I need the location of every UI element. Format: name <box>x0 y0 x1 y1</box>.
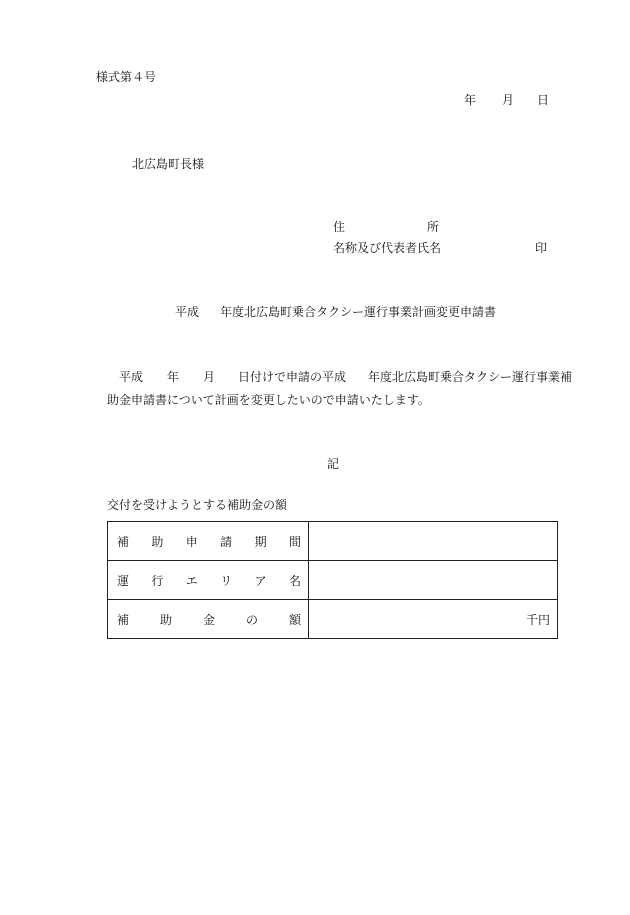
label-char: 助 <box>159 612 172 627</box>
row-value: 千円 <box>309 600 558 639</box>
label-char: 申 <box>185 534 198 549</box>
row-value <box>309 522 558 561</box>
label-char: 間 <box>288 534 301 549</box>
date-month: 月 <box>502 93 515 107</box>
address-label-char-2: 所 <box>427 220 440 234</box>
label-char: 期 <box>254 534 267 549</box>
section-heading: 交付を受けようとする補助金の額 <box>107 498 288 512</box>
date-day: 日 <box>537 93 550 107</box>
body-month: 月 <box>203 370 216 384</box>
label-char: エ <box>185 573 198 588</box>
body-line2: 助金申請書について計画を変更したいので申請いたします。 <box>107 393 430 407</box>
body-year: 年 <box>167 370 180 384</box>
label-char: 名 <box>288 573 301 588</box>
seal-mark: 印 <box>535 241 548 255</box>
label-char: 補 <box>117 534 130 549</box>
label-char: 補 <box>117 612 130 627</box>
recipient: 北広島町長様 <box>132 157 205 171</box>
table-row <box>108 522 558 561</box>
ki-heading: 記 <box>327 457 340 471</box>
label-char: 金 <box>202 612 215 627</box>
form-number: 様式第４号 <box>96 70 157 84</box>
label-char: の <box>245 612 258 627</box>
label-char: 行 <box>151 573 164 588</box>
body-date-ref: 日付けで申請の平成 <box>238 370 347 384</box>
subsidy-table <box>107 521 558 639</box>
date-year: 年 <box>464 93 477 107</box>
label-char: ア <box>254 573 267 588</box>
address-label-char-1: 住 <box>333 220 346 234</box>
table-row <box>108 561 558 600</box>
row-label <box>108 561 309 600</box>
body-line1-rest: 年度北広島町乗合タクシー運行事業補 <box>368 370 573 384</box>
label-char: 請 <box>220 534 233 549</box>
row-label <box>108 600 309 639</box>
name-label: 名称及び代表者氏名 <box>333 241 442 255</box>
title-text: 年度北広島町乗合タクシー運行事業計画変更申請書 <box>220 305 497 319</box>
table-row <box>108 600 558 639</box>
row-value <box>309 561 558 600</box>
label-char: 額 <box>288 612 301 627</box>
row-label <box>108 522 309 561</box>
body-era: 平成 <box>119 370 144 384</box>
label-char: 運 <box>117 573 130 588</box>
label-char: リ <box>220 573 233 588</box>
title-era: 平成 <box>175 305 200 319</box>
label-char: 助 <box>151 534 164 549</box>
